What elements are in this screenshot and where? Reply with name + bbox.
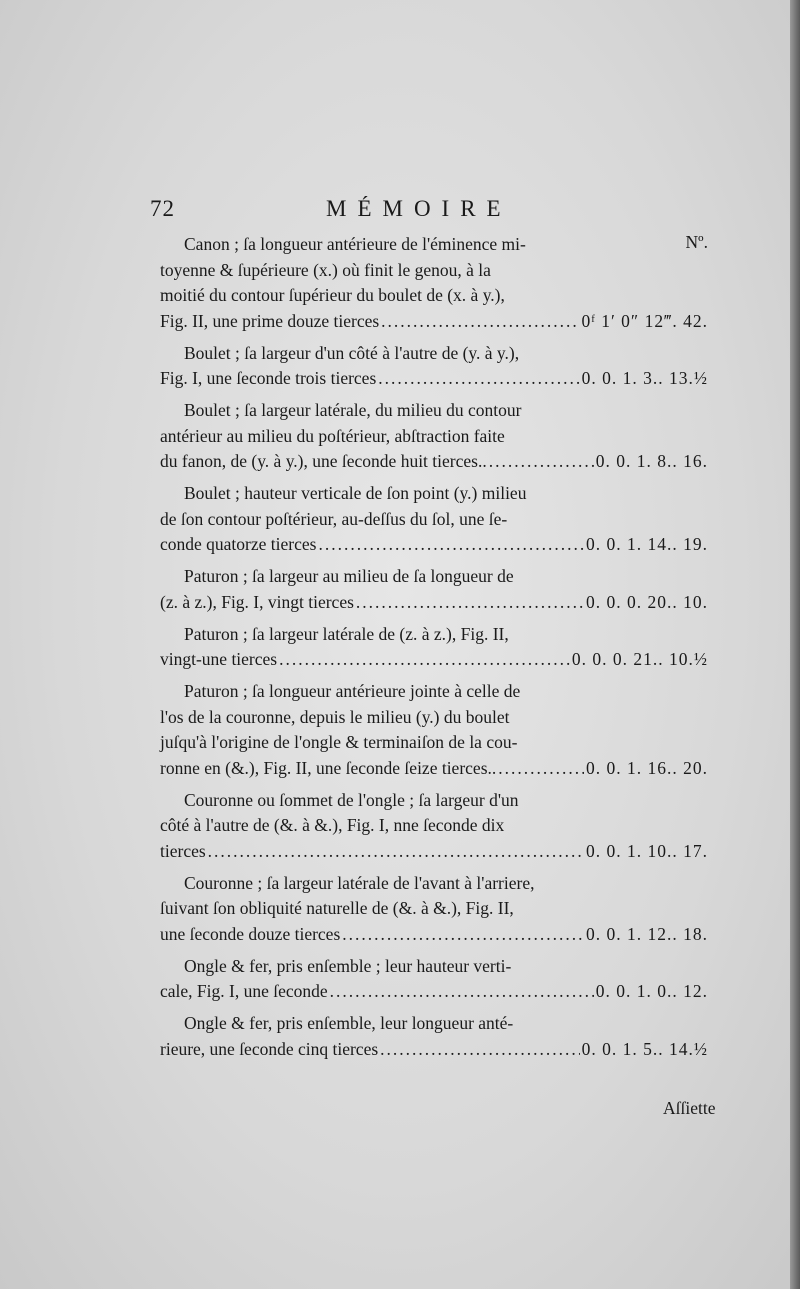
entry-text-line: Couronne ; ſa largeur latérale de l'avant à l'arriere, [184, 872, 535, 893]
measurement-entry [160, 341, 708, 392]
measurement-value: 0ᶠ 1′ 0″ 12‴. 42. [581, 310, 708, 331]
entry-text-line: Paturon ; ſa largeur latérale de (z. à z.), Fig. II, [184, 623, 509, 644]
dot-leader [279, 647, 570, 673]
entry-last-line [160, 647, 708, 673]
dot-leader [330, 979, 594, 1005]
entry-text-line: Ongle & fer, pris enſemble, leur longueur anté- [184, 1013, 514, 1033]
entry-text-line: (z. à z.), Fig. I, vingt tierces [160, 591, 354, 612]
entry-text-line: de ſon contour poſtérieur, au-deſſus du ſol, une ſe- [160, 508, 508, 529]
entry-text-line: l'os de la couronne, depuis le milieu (y.) du boulet [160, 706, 510, 727]
measurement-value: 0. 0. 0. 20.. 10. [586, 591, 708, 612]
entry-last-line [160, 590, 708, 616]
entry-text-line: Boulet ; ſa largeur d'un côté à l'autre de (y. à y.), [184, 342, 520, 363]
page-number: 72 [150, 196, 175, 221]
entry-text-line: antérieur au milieu du poſtérieur, abſtraction faite [160, 425, 505, 446]
measurement-entry [160, 622, 708, 673]
entry-text-line: Couronne ou ſommet de l'ongle ; ſa largeur d'un [184, 789, 519, 810]
measurement-value: 0. 0. 1. 5.. 14.½ [581, 1038, 708, 1059]
measurement-entry [160, 564, 708, 615]
entry-text-line: côté à l'autre de (&. à &.), Fig. I, nne ſeconde dix [160, 815, 505, 835]
measurement-value: 0. 0. 1. 12.. 18. [586, 923, 708, 944]
entry-last-line [160, 366, 708, 392]
entry-text-line: Boulet ; ſa largeur latérale, du milieu du contour [184, 400, 522, 420]
entry-text-line: conde quatorze tierces [160, 534, 317, 554]
measurement-entry [160, 871, 708, 948]
entry-last-line [160, 922, 708, 948]
entry-text-line: ſuivant ſon obliquité naturelle de (&. à &.), Fig. II, [160, 898, 514, 918]
dot-leader [498, 756, 584, 782]
measurement-value: 0. 0. 1. 0.. 12. [595, 981, 708, 1001]
measurement-entry [160, 398, 708, 475]
measurement-entry [160, 481, 708, 558]
entry-last-line [160, 449, 708, 475]
measurement-entry [160, 232, 708, 334]
measurement-entry [160, 679, 708, 781]
entry-text-line: Paturon ; ſa largeur au milieu de ſa longueur de [184, 566, 514, 586]
dot-leader [342, 922, 584, 948]
entry-text-line: Boulet ; hauteur verticale de ſon point (y.) milieu [184, 483, 527, 503]
entry-text-line: ronne en (&.), Fig. II, une ſeconde ſeize tierces.. [160, 757, 497, 778]
measurement-value: 0. 0. 1. 16.. 20. [586, 757, 708, 778]
dot-leader [381, 309, 579, 335]
measurement-list [160, 232, 708, 1069]
page-header [150, 196, 710, 230]
measurement-value: 0. 0. 1. 14.. 19. [586, 534, 708, 554]
entry-text-line: cale, Fig. I, une ſeconde [160, 981, 328, 1001]
measurement-entry [160, 954, 708, 1005]
dot-leader [489, 449, 594, 475]
entry-text-line: Canon ; ſa longueur antérieure de l'éminence mi- [184, 234, 526, 254]
entry-last-line [160, 532, 708, 558]
entry-text-line: une ſeconde douze tierces [160, 923, 341, 944]
entry-text-line: rieure, une ſeconde cinq tierces [160, 1038, 379, 1059]
entry-last-line [160, 756, 708, 782]
dot-leader [378, 366, 579, 392]
entry-text-line: Fig. I, une ſeconde trois tierces [160, 368, 377, 388]
catchword: Aſſiette [663, 1098, 716, 1118]
dot-leader [318, 532, 584, 558]
entry-text-line: Fig. II, une prime douze tierces [160, 310, 380, 331]
entry-last-line [160, 979, 708, 1005]
number-column-mark: Nº. [685, 232, 708, 252]
dot-leader [208, 839, 584, 865]
measurement-value: 0. 0. 1. 8.. 16. [595, 451, 708, 471]
dot-leader [356, 590, 584, 616]
entry-text-line: tierces [160, 840, 206, 861]
entry-last-line [160, 839, 708, 865]
page-edge-shadow [790, 0, 800, 1289]
measurement-entry [160, 788, 708, 865]
entry-last-line [160, 1037, 708, 1063]
dot-leader [380, 1037, 579, 1063]
entry-text-line: Paturon ; ſa longueur antérieure jointe à celle de [184, 681, 521, 701]
measurement-value: 0. 0. 0. 21.. 10.½ [571, 649, 708, 669]
entry-text-line: toyenne & ſupérieure (x.) où finit le genou, à la [160, 259, 491, 280]
measurement-entry [160, 1011, 708, 1062]
entry-last-line [160, 309, 708, 335]
entry-text-line: juſqu'à l'origine de l'ongle & terminaiſon de la cou- [160, 732, 518, 752]
measurement-value: 0. 0. 1. 10.. 17. [586, 840, 708, 861]
page-title: MÉMOIRE [326, 196, 512, 221]
entry-text-line: moitié du contour ſupérieur du boulet de (x. à y.), [160, 285, 505, 305]
measurement-value: 0. 0. 1. 3.. 13.½ [581, 368, 708, 388]
entry-text-line: vingt-une tierces [160, 649, 278, 669]
entry-text-line: Ongle & fer, pris enſemble ; leur hauteur verti- [184, 955, 512, 976]
entry-text-line: du fanon, de (y. à y.), une ſeconde huit tierces.. [160, 451, 487, 471]
